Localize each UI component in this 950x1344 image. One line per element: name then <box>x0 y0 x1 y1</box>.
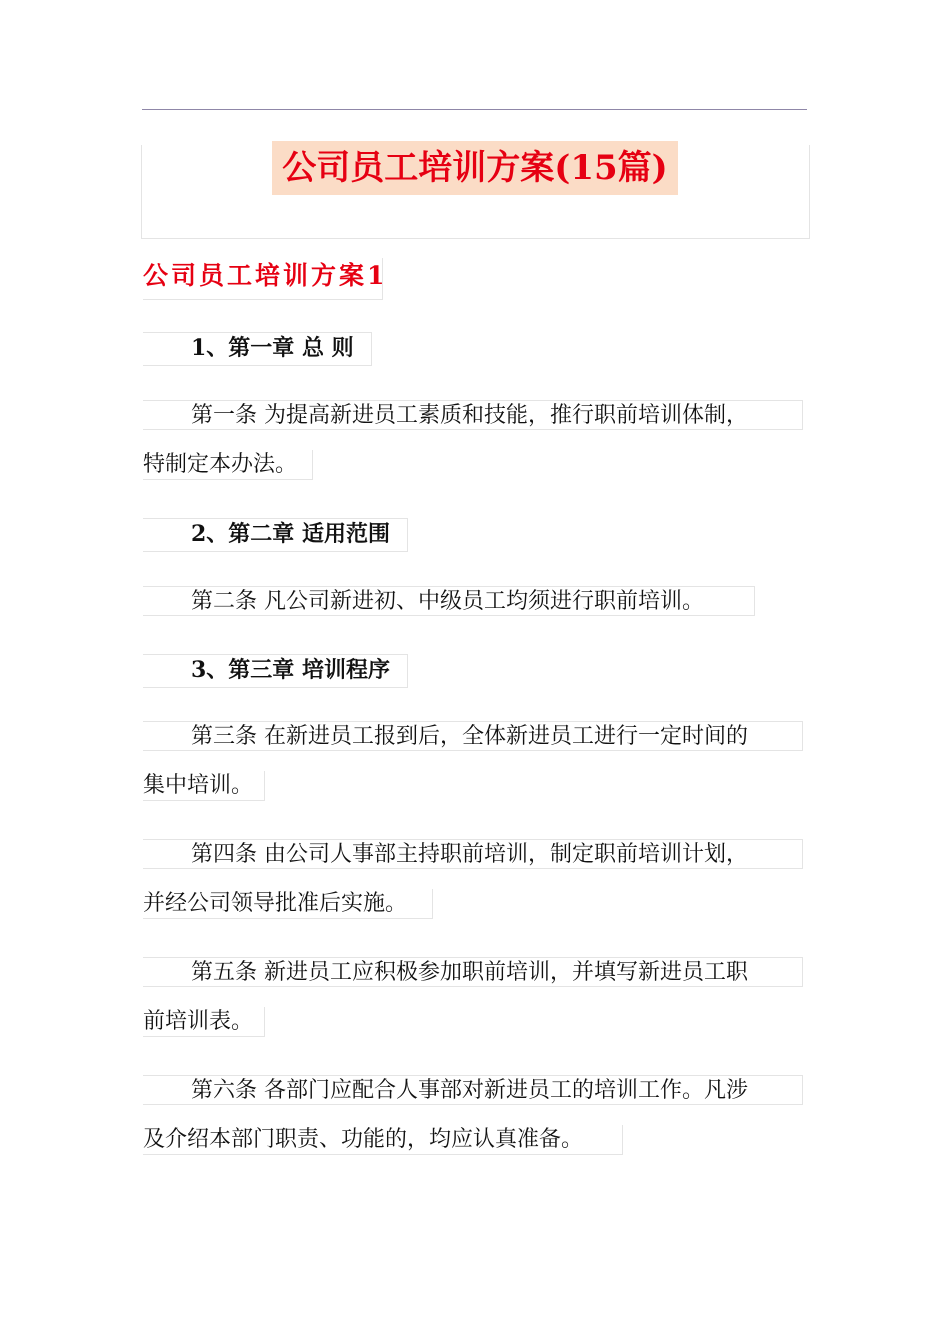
top-rule <box>142 109 807 110</box>
paragraph-line: 特制定本办法。 <box>143 450 313 480</box>
paragraph-line: 并经公司领导批准后实施。 <box>143 889 433 919</box>
paragraph-line: 第三条 在新进员工报到后，全体新进员工进行一定时间的 <box>143 721 803 751</box>
paragraph-line: 第六条 各部门应配合人事部对新进员工的培训工作。凡涉 <box>143 1075 803 1105</box>
paragraph-line: 第四条 由公司人事部主持职前培训，制定职前培训计划， <box>143 839 803 869</box>
paragraph-line: 前培训表。 <box>143 1007 265 1037</box>
paragraph-line: 第二条 凡公司新进初、中级员工均须进行职前培训。 <box>143 586 755 616</box>
paragraph-line: 及介绍本部门职责、功能的，均应认真准备。 <box>143 1125 623 1155</box>
paragraph-line: 第五条 新进员工应积极参加职前培训，并填写新进员工职 <box>143 957 803 987</box>
paragraph-line: 集中培训。 <box>143 771 265 801</box>
chapter-heading: 3、第三章 培训程序 <box>143 654 408 688</box>
chapter-heading: 1、第一章 总 则 <box>143 332 372 366</box>
paragraph-line: 第一条 为提高新进员工素质和技能，推行职前培训体制， <box>143 400 803 430</box>
document-title: 公司员工培训方案(15篇) <box>272 141 678 195</box>
chapter-heading: 2、第二章 适用范围 <box>143 518 408 552</box>
section-title: 公司员工培训方案1 <box>143 258 383 300</box>
